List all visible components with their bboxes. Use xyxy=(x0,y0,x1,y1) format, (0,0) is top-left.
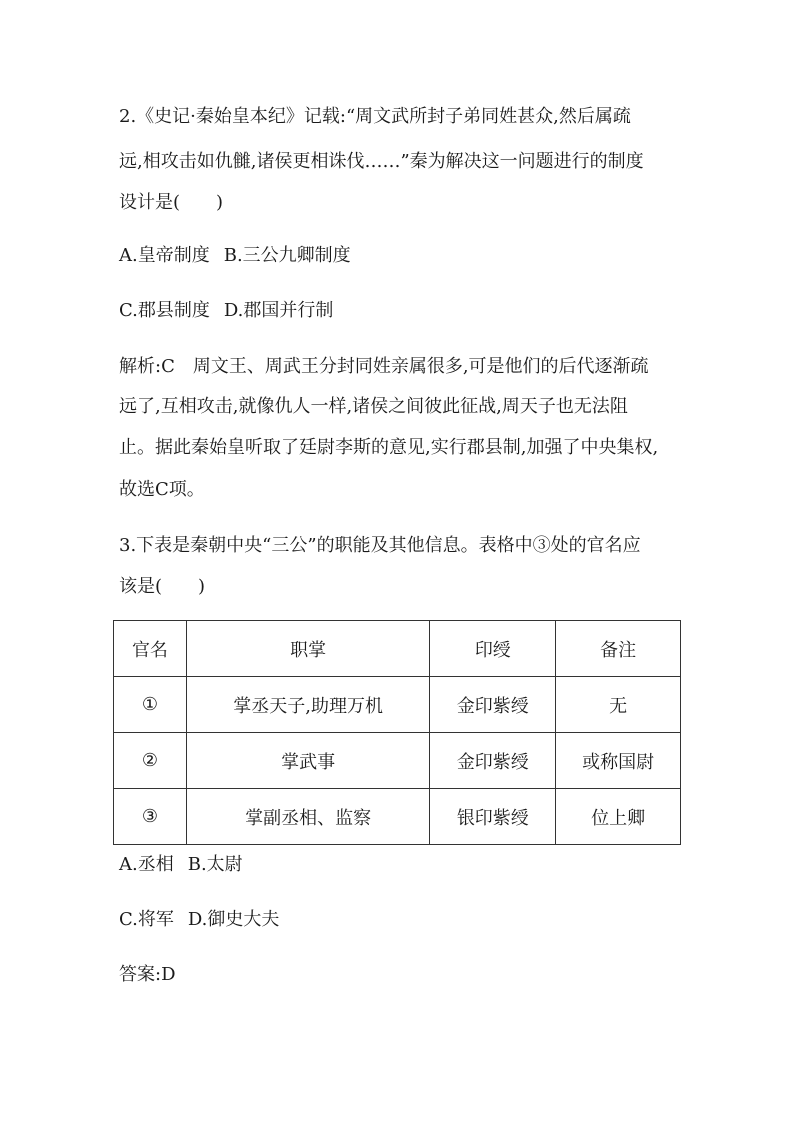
q2-stem-line-1: 2.《史记·秦始皇本纪》记载:“周文武所封子弟同姓甚众,然后属疏 xyxy=(119,106,631,127)
table-cell: ② xyxy=(114,733,187,789)
table-cell: 位上卿 xyxy=(556,789,681,845)
q2-options-row-2 xyxy=(119,298,333,324)
table-cell: 掌武事 xyxy=(186,733,430,789)
q2-option-d: D.郡国并行制 xyxy=(223,300,334,321)
q2-analysis-line-3: 止。据此秦始皇听取了廷尉李斯的意见,实行郡县制,加强了中央集权, xyxy=(119,437,659,458)
header-seal: 印绶 xyxy=(430,621,556,677)
q3-option-a: A.丞相 xyxy=(119,854,174,875)
table-cell: 银印紫绶 xyxy=(430,789,556,845)
q3-options-row-1 xyxy=(119,852,243,878)
table-cell: 金印紫绶 xyxy=(430,733,556,789)
table-row xyxy=(114,677,681,733)
q2-stem-line-3: 设计是( ) xyxy=(119,192,224,213)
q2-option-b: B.三公九卿制度 xyxy=(223,245,351,266)
q3-stem-line-1: 3.下表是秦朝中央“三公”的职能及其他信息。表格中③处的官名应 xyxy=(119,535,641,556)
q2-analysis-line-1: 解析:C 周文王、周武王分封同姓亲属很多,可是他们的后代逐渐疏 xyxy=(119,356,649,377)
table-cell: ① xyxy=(114,677,187,733)
q3-stem-line-2: 该是( ) xyxy=(119,576,206,597)
q2-option-c: C.郡县制度 xyxy=(119,300,210,321)
q2-options-row-1 xyxy=(119,243,351,269)
table-cell: ③ xyxy=(114,789,187,845)
header-notes: 备注 xyxy=(556,621,681,677)
q3-option-d: D.御史大夫 xyxy=(187,909,280,930)
table-row xyxy=(114,789,681,845)
table-cell: 掌丞天子,助理万机 xyxy=(186,677,430,733)
header-official-name: 官名 xyxy=(114,621,187,677)
q3-option-c: C.将军 xyxy=(119,909,174,930)
table-row xyxy=(114,733,681,789)
q3-answer: 答案:D xyxy=(119,964,176,985)
q3-option-b: B.太尉 xyxy=(187,854,243,875)
table-header-row xyxy=(114,621,681,677)
q3-options-row-2 xyxy=(119,907,279,933)
table-cell: 或称国尉 xyxy=(556,733,681,789)
table-cell: 掌副丞相、监察 xyxy=(186,789,430,845)
table-cell: 金印紫绶 xyxy=(430,677,556,733)
q2-stem-line-2: 远,相攻击如仇雠,诸侯更相诛伐……”秦为解决这一问题进行的制度 xyxy=(119,151,644,172)
officials-table xyxy=(113,620,681,845)
q2-analysis-line-4: 故选C项。 xyxy=(119,479,205,500)
q2-option-a: A.皇帝制度 xyxy=(119,245,210,266)
q2-analysis-line-2: 远了,互相攻击,就像仇人一样,诸侯之间彼此征战,周天子也无法阻 xyxy=(119,396,628,417)
table-cell: 无 xyxy=(556,677,681,733)
header-duties: 职掌 xyxy=(186,621,430,677)
